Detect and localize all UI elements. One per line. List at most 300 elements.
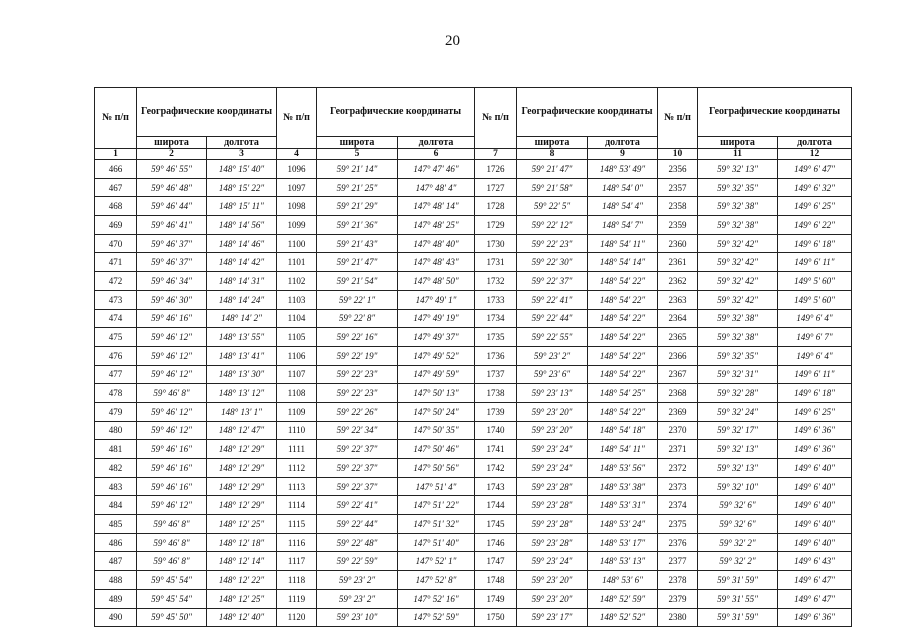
- longitude-cell: 148° 14' 56": [207, 216, 277, 235]
- longitude-cell: 148° 14' 31": [207, 272, 277, 291]
- latitude-cell: 59° 21' 14": [317, 160, 398, 179]
- point-number: 482: [95, 459, 137, 478]
- point-number: 1104: [277, 309, 317, 328]
- latitude-cell: 59° 22' 48": [317, 533, 398, 552]
- latitude-cell: 59° 46' 8": [137, 552, 207, 571]
- longitude-cell: 147° 49' 37": [398, 328, 475, 347]
- point-number: 2366: [658, 346, 698, 365]
- longitude-cell: 148° 53' 56": [588, 459, 658, 478]
- latitude-cell: 59° 46' 30": [137, 290, 207, 309]
- latitude-cell: 59° 32' 6": [698, 515, 778, 534]
- longitude-header: долгота: [588, 137, 658, 149]
- column-number: 8: [517, 149, 588, 160]
- point-number: 469: [95, 216, 137, 235]
- point-number: 2371: [658, 440, 698, 459]
- longitude-cell: 147° 51' 32": [398, 515, 475, 534]
- longitude-cell: 148° 12' 14": [207, 552, 277, 571]
- point-number: 470: [95, 234, 137, 253]
- point-number: 484: [95, 496, 137, 515]
- latitude-cell: 59° 45' 50": [137, 608, 207, 627]
- longitude-cell: 149° 6' 7": [778, 328, 852, 347]
- longitude-cell: 149° 6' 22": [778, 216, 852, 235]
- latitude-cell: 59° 21' 43": [317, 234, 398, 253]
- latitude-cell: 59° 21' 58": [517, 178, 588, 197]
- longitude-cell: 148° 54' 22": [588, 402, 658, 421]
- latitude-cell: 59° 23' 24": [517, 552, 588, 571]
- table-row: [95, 160, 852, 179]
- point-number: 489: [95, 589, 137, 608]
- latitude-cell: 59° 32' 28": [698, 384, 778, 403]
- column-number: 7: [475, 149, 517, 160]
- longitude-cell: 149° 6' 25": [778, 197, 852, 216]
- latitude-cell: 59° 46' 12": [137, 421, 207, 440]
- latitude-cell: 59° 22' 12": [517, 216, 588, 235]
- longitude-header: долгота: [778, 137, 852, 149]
- longitude-cell: 147° 52' 16": [398, 589, 475, 608]
- longitude-cell: 147° 52' 1": [398, 552, 475, 571]
- point-number: 1118: [277, 571, 317, 590]
- longitude-cell: 147° 50' 56": [398, 459, 475, 478]
- latitude-cell: 59° 22' 8": [317, 309, 398, 328]
- point-number: 468: [95, 197, 137, 216]
- latitude-header: широта: [137, 137, 207, 149]
- latitude-cell: 59° 22' 23": [317, 384, 398, 403]
- point-number: 1103: [277, 290, 317, 309]
- longitude-cell: 149° 6' 36": [778, 608, 852, 627]
- point-number: 2363: [658, 290, 698, 309]
- latitude-cell: 59° 23' 28": [517, 533, 588, 552]
- longitude-cell: 147° 48' 14": [398, 197, 475, 216]
- latitude-cell: 59° 32' 38": [698, 197, 778, 216]
- column-number: 5: [317, 149, 398, 160]
- latitude-cell: 59° 21' 25": [317, 178, 398, 197]
- longitude-cell: 148° 53' 31": [588, 496, 658, 515]
- column-number: 12: [778, 149, 852, 160]
- point-number: 2358: [658, 197, 698, 216]
- point-number: 485: [95, 515, 137, 534]
- table-row: [95, 253, 852, 272]
- table-row: [95, 216, 852, 235]
- latitude-cell: 59° 22' 5": [517, 197, 588, 216]
- latitude-cell: 59° 23' 2": [517, 346, 588, 365]
- latitude-cell: 59° 46' 37": [137, 253, 207, 272]
- latitude-cell: 59° 22' 41": [517, 290, 588, 309]
- longitude-cell: 148° 13' 12": [207, 384, 277, 403]
- point-number: 466: [95, 160, 137, 179]
- table-row: [95, 608, 852, 627]
- longitude-cell: 147° 49' 59": [398, 365, 475, 384]
- longitude-cell: 149° 6' 32": [778, 178, 852, 197]
- latitude-cell: 59° 46' 12": [137, 365, 207, 384]
- point-number: 1119: [277, 589, 317, 608]
- point-number: 1735: [475, 328, 517, 347]
- longitude-cell: 148° 15' 22": [207, 178, 277, 197]
- longitude-cell: 148° 54' 11": [588, 234, 658, 253]
- longitude-cell: 148° 14' 24": [207, 290, 277, 309]
- longitude-cell: 149° 6' 43": [778, 552, 852, 571]
- point-number: 1748: [475, 571, 517, 590]
- longitude-cell: 148° 54' 22": [588, 346, 658, 365]
- point-number: 1727: [475, 178, 517, 197]
- latitude-cell: 59° 32' 6": [698, 496, 778, 515]
- latitude-cell: 59° 22' 55": [517, 328, 588, 347]
- point-number: 473: [95, 290, 137, 309]
- latitude-cell: 59° 23' 17": [517, 608, 588, 627]
- longitude-cell: 148° 13' 30": [207, 365, 277, 384]
- longitude-cell: 148° 12' 47": [207, 421, 277, 440]
- longitude-cell: 148° 54' 22": [588, 272, 658, 291]
- point-number: 2377: [658, 552, 698, 571]
- point-number: 2364: [658, 309, 698, 328]
- longitude-cell: 148° 54' 22": [588, 309, 658, 328]
- point-number: 1097: [277, 178, 317, 197]
- longitude-cell: 148° 13' 1": [207, 402, 277, 421]
- longitude-cell: 148° 12' 22": [207, 571, 277, 590]
- longitude-cell: 148° 12' 29": [207, 477, 277, 496]
- latitude-cell: 59° 45' 54": [137, 589, 207, 608]
- latitude-cell: 59° 22' 23": [517, 234, 588, 253]
- latitude-cell: 59° 22' 1": [317, 290, 398, 309]
- point-number: 1750: [475, 608, 517, 627]
- longitude-cell: 147° 52' 8": [398, 571, 475, 590]
- longitude-cell: 148° 53' 6": [588, 571, 658, 590]
- column-number: 10: [658, 149, 698, 160]
- latitude-cell: 59° 22' 26": [317, 402, 398, 421]
- latitude-cell: 59° 23' 10": [317, 608, 398, 627]
- point-number: 1106: [277, 346, 317, 365]
- point-number: 2357: [658, 178, 698, 197]
- latitude-cell: 59° 46' 16": [137, 459, 207, 478]
- longitude-cell: 149° 6' 40": [778, 477, 852, 496]
- latitude-cell: 59° 22' 37": [517, 272, 588, 291]
- longitude-cell: 148° 14' 46": [207, 234, 277, 253]
- latitude-cell: 59° 32' 42": [698, 272, 778, 291]
- point-number: 1743: [475, 477, 517, 496]
- point-number: 1107: [277, 365, 317, 384]
- latitude-cell: 59° 32' 2": [698, 552, 778, 571]
- column-number: 1: [95, 149, 137, 160]
- longitude-header: долгота: [207, 137, 277, 149]
- longitude-cell: 148° 12' 29": [207, 440, 277, 459]
- longitude-cell: 148° 14' 2": [207, 309, 277, 328]
- point-number: 1098: [277, 197, 317, 216]
- latitude-cell: 59° 32' 31": [698, 365, 778, 384]
- num-header: № п/п: [475, 88, 517, 149]
- point-number: 1741: [475, 440, 517, 459]
- table-row: [95, 234, 852, 253]
- point-number: 1745: [475, 515, 517, 534]
- point-number: 2378: [658, 571, 698, 590]
- latitude-cell: 59° 23' 2": [317, 589, 398, 608]
- latitude-cell: 59° 32' 10": [698, 477, 778, 496]
- point-number: 478: [95, 384, 137, 403]
- latitude-cell: 59° 22' 19": [317, 346, 398, 365]
- latitude-cell: 59° 46' 8": [137, 515, 207, 534]
- point-number: 480: [95, 421, 137, 440]
- table-row: [95, 272, 852, 291]
- latitude-cell: 59° 21' 47": [517, 160, 588, 179]
- table-row: [95, 421, 852, 440]
- point-number: 1740: [475, 421, 517, 440]
- latitude-cell: 59° 22' 37": [317, 477, 398, 496]
- point-number: 1738: [475, 384, 517, 403]
- point-number: 488: [95, 571, 137, 590]
- point-number: 479: [95, 402, 137, 421]
- point-number: 475: [95, 328, 137, 347]
- latitude-cell: 59° 23' 20": [517, 402, 588, 421]
- longitude-cell: 147° 51' 40": [398, 533, 475, 552]
- latitude-cell: 59° 46' 37": [137, 234, 207, 253]
- longitude-cell: 148° 54' 22": [588, 328, 658, 347]
- point-number: 2380: [658, 608, 698, 627]
- latitude-header: широта: [517, 137, 588, 149]
- point-number: 1742: [475, 459, 517, 478]
- latitude-cell: 59° 46' 12": [137, 496, 207, 515]
- table-row: [95, 589, 852, 608]
- longitude-cell: 148° 13' 41": [207, 346, 277, 365]
- latitude-cell: 59° 32' 38": [698, 328, 778, 347]
- point-number: 2360: [658, 234, 698, 253]
- longitude-cell: 149° 6' 36": [778, 421, 852, 440]
- latitude-cell: 59° 22' 30": [517, 253, 588, 272]
- latitude-cell: 59° 21' 29": [317, 197, 398, 216]
- latitude-cell: 59° 32' 13": [698, 459, 778, 478]
- longitude-cell: 149° 5' 60": [778, 290, 852, 309]
- longitude-cell: 148° 52' 52": [588, 608, 658, 627]
- table-row: [95, 533, 852, 552]
- point-number: 2379: [658, 589, 698, 608]
- latitude-cell: 59° 23' 24": [517, 440, 588, 459]
- latitude-cell: 59° 21' 36": [317, 216, 398, 235]
- table-body: [95, 160, 852, 627]
- point-number: 1105: [277, 328, 317, 347]
- table-row: [95, 384, 852, 403]
- longitude-cell: 148° 12' 25": [207, 589, 277, 608]
- latitude-cell: 59° 22' 59": [317, 552, 398, 571]
- latitude-cell: 59° 23' 6": [517, 365, 588, 384]
- longitude-cell: 149° 6' 47": [778, 160, 852, 179]
- longitude-cell: 147° 49' 52": [398, 346, 475, 365]
- longitude-cell: 148° 54' 0": [588, 178, 658, 197]
- longitude-cell: 148° 13' 55": [207, 328, 277, 347]
- table-row: [95, 365, 852, 384]
- latitude-cell: 59° 45' 54": [137, 571, 207, 590]
- longitude-cell: 147° 49' 1": [398, 290, 475, 309]
- latitude-cell: 59° 46' 55": [137, 160, 207, 179]
- latitude-cell: 59° 23' 28": [517, 515, 588, 534]
- column-number: 4: [277, 149, 317, 160]
- latitude-cell: 59° 31' 55": [698, 589, 778, 608]
- point-number: 1117: [277, 552, 317, 571]
- longitude-cell: 148° 53' 24": [588, 515, 658, 534]
- point-number: 1110: [277, 421, 317, 440]
- latitude-cell: 59° 46' 34": [137, 272, 207, 291]
- point-number: 1113: [277, 477, 317, 496]
- latitude-cell: 59° 46' 41": [137, 216, 207, 235]
- latitude-cell: 59° 31' 59": [698, 571, 778, 590]
- longitude-cell: 147° 50' 24": [398, 402, 475, 421]
- latitude-cell: 59° 23' 2": [317, 571, 398, 590]
- latitude-cell: 59° 46' 12": [137, 328, 207, 347]
- latitude-cell: 59° 32' 17": [698, 421, 778, 440]
- longitude-cell: 148° 54' 4": [588, 197, 658, 216]
- longitude-cell: 149° 6' 4": [778, 346, 852, 365]
- point-number: 1749: [475, 589, 517, 608]
- longitude-cell: 148° 12' 29": [207, 496, 277, 515]
- longitude-cell: 147° 50' 35": [398, 421, 475, 440]
- longitude-cell: 147° 48' 50": [398, 272, 475, 291]
- point-number: 474: [95, 309, 137, 328]
- point-number: 2374: [658, 496, 698, 515]
- latitude-cell: 59° 21' 47": [317, 253, 398, 272]
- table-row: [95, 290, 852, 309]
- table-row: [95, 552, 852, 571]
- longitude-cell: 147° 50' 46": [398, 440, 475, 459]
- point-number: 1744: [475, 496, 517, 515]
- header-row-column-numbers: [95, 149, 852, 160]
- longitude-cell: 148° 52' 59": [588, 589, 658, 608]
- point-number: 1730: [475, 234, 517, 253]
- num-header: № п/п: [95, 88, 137, 149]
- point-number: 1729: [475, 216, 517, 235]
- latitude-cell: 59° 32' 42": [698, 290, 778, 309]
- longitude-cell: 148° 15' 11": [207, 197, 277, 216]
- latitude-cell: 59° 22' 23": [317, 365, 398, 384]
- table-row: [95, 477, 852, 496]
- longitude-cell: 148° 12' 18": [207, 533, 277, 552]
- latitude-cell: 59° 46' 12": [137, 402, 207, 421]
- latitude-cell: 59° 32' 24": [698, 402, 778, 421]
- point-number: 2368: [658, 384, 698, 403]
- latitude-cell: 59° 23' 28": [517, 477, 588, 496]
- latitude-cell: 59° 46' 8": [137, 533, 207, 552]
- longitude-cell: 149° 6' 40": [778, 496, 852, 515]
- longitude-cell: 149° 6' 11": [778, 365, 852, 384]
- latitude-cell: 59° 32' 13": [698, 440, 778, 459]
- point-number: 1731: [475, 253, 517, 272]
- longitude-cell: 149° 6' 25": [778, 402, 852, 421]
- latitude-cell: 59° 32' 42": [698, 234, 778, 253]
- latitude-cell: 59° 46' 44": [137, 197, 207, 216]
- point-number: 1734: [475, 309, 517, 328]
- latitude-cell: 59° 22' 34": [317, 421, 398, 440]
- longitude-cell: 149° 6' 11": [778, 253, 852, 272]
- longitude-cell: 148° 54' 22": [588, 365, 658, 384]
- longitude-cell: 147° 48' 43": [398, 253, 475, 272]
- longitude-cell: 149° 6' 18": [778, 384, 852, 403]
- latitude-cell: 59° 46' 48": [137, 178, 207, 197]
- point-number: 2361: [658, 253, 698, 272]
- point-number: 2372: [658, 459, 698, 478]
- longitude-cell: 148° 53' 17": [588, 533, 658, 552]
- latitude-cell: 59° 21' 54": [317, 272, 398, 291]
- longitude-cell: 148° 53' 13": [588, 552, 658, 571]
- point-number: 1728: [475, 197, 517, 216]
- point-number: 1737: [475, 365, 517, 384]
- longitude-cell: 148° 14' 42": [207, 253, 277, 272]
- point-number: 2375: [658, 515, 698, 534]
- table-row: [95, 178, 852, 197]
- latitude-cell: 59° 32' 38": [698, 216, 778, 235]
- geo-header: Географические координаты: [317, 88, 475, 137]
- table-row: [95, 440, 852, 459]
- longitude-cell: 149° 6' 47": [778, 571, 852, 590]
- point-number: 1726: [475, 160, 517, 179]
- point-number: 2373: [658, 477, 698, 496]
- point-number: 472: [95, 272, 137, 291]
- longitude-cell: 148° 15' 40": [207, 160, 277, 179]
- longitude-cell: 148° 12' 29": [207, 459, 277, 478]
- longitude-cell: 148° 12' 40": [207, 608, 277, 627]
- longitude-cell: 147° 51' 4": [398, 477, 475, 496]
- latitude-header: широта: [698, 137, 778, 149]
- longitude-cell: 148° 12' 25": [207, 515, 277, 534]
- point-number: 1116: [277, 533, 317, 552]
- point-number: 2369: [658, 402, 698, 421]
- point-number: 1108: [277, 384, 317, 403]
- point-number: 1102: [277, 272, 317, 291]
- longitude-cell: 149° 5' 60": [778, 272, 852, 291]
- latitude-cell: 59° 31' 59": [698, 608, 778, 627]
- point-number: 1736: [475, 346, 517, 365]
- point-number: 1101: [277, 253, 317, 272]
- latitude-cell: 59° 22' 37": [317, 459, 398, 478]
- table-row: [95, 402, 852, 421]
- point-number: 2370: [658, 421, 698, 440]
- latitude-cell: 59° 46' 12": [137, 346, 207, 365]
- longitude-header: долгота: [398, 137, 475, 149]
- point-number: 1096: [277, 160, 317, 179]
- point-number: 1739: [475, 402, 517, 421]
- column-number: 9: [588, 149, 658, 160]
- point-number: 2365: [658, 328, 698, 347]
- point-number: 487: [95, 552, 137, 571]
- point-number: 1099: [277, 216, 317, 235]
- latitude-cell: 59° 22' 44": [317, 515, 398, 534]
- point-number: 467: [95, 178, 137, 197]
- longitude-cell: 149° 6' 40": [778, 515, 852, 534]
- point-number: 1100: [277, 234, 317, 253]
- longitude-cell: 149° 6' 40": [778, 533, 852, 552]
- latitude-cell: 59° 23' 24": [517, 459, 588, 478]
- point-number: 2359: [658, 216, 698, 235]
- latitude-cell: 59° 22' 16": [317, 328, 398, 347]
- geo-header: Географические координаты: [517, 88, 658, 137]
- table-row: [95, 309, 852, 328]
- longitude-cell: 147° 49' 19": [398, 309, 475, 328]
- latitude-cell: 59° 22' 44": [517, 309, 588, 328]
- latitude-cell: 59° 22' 37": [317, 440, 398, 459]
- column-number: 11: [698, 149, 778, 160]
- header-row-titles: [95, 88, 852, 137]
- point-number: 1747: [475, 552, 517, 571]
- point-number: 1732: [475, 272, 517, 291]
- point-number: 1111: [277, 440, 317, 459]
- latitude-cell: 59° 23' 13": [517, 384, 588, 403]
- longitude-cell: 148° 54' 25": [588, 384, 658, 403]
- longitude-cell: 147° 48' 25": [398, 216, 475, 235]
- latitude-cell: 59° 32' 38": [698, 309, 778, 328]
- longitude-cell: 148° 54' 14": [588, 253, 658, 272]
- longitude-cell: 148° 53' 38": [588, 477, 658, 496]
- latitude-cell: 59° 46' 16": [137, 477, 207, 496]
- point-number: 2367: [658, 365, 698, 384]
- column-number: 3: [207, 149, 277, 160]
- point-number: 2376: [658, 533, 698, 552]
- longitude-cell: 147° 51' 22": [398, 496, 475, 515]
- latitude-cell: 59° 32' 35": [698, 178, 778, 197]
- column-number: 2: [137, 149, 207, 160]
